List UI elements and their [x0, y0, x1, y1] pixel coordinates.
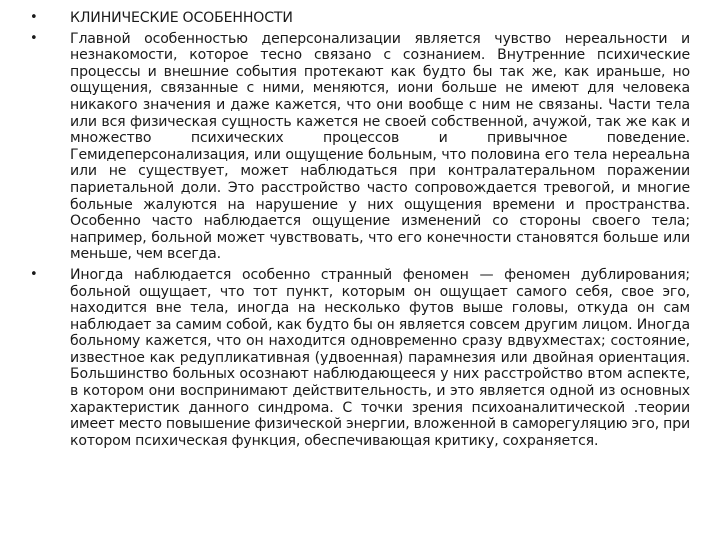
bullet-paragraph-depersonalization — [30, 31, 690, 263]
bullet-marker: • — [30, 10, 38, 25]
heading-text: КЛИНИЧЕСКИЕ ОСОБЕННОСТИ — [70, 10, 293, 26]
bullet-marker: • — [30, 30, 38, 46]
bullet-heading — [30, 10, 690, 27]
paragraph-text: Главной особенностью деперсонализации является чувство нереальности и незнакомости, которое тесно связано с сознанием. Внутренние психические процессы и внешние события протекают как будто бы так же, как ираньше, но ощущения, связанные с ними, меняются, иони больше не имеют для человека никакого значения и даже кажется, что они вообще с ним не связаны. Части тела или вся физическая сущность кажется не своей собственной, ачужой, так же как и множество психических процессов и привычное поведение. Гемидеперсонализация, или ощущение больным, что половина его тела нереальна или не существует, может наблюдаться при контралатеральном поражении париетальной доли. Это расстройство часто сопровождается тревогой, и многие больные жалуются на нарушение у них ощущения времени и пространства. Особенно часто наблюдается ощущение изменений со стороны своего тела; например, больной может чувствовать, что его конечности становятся больше или меньше, чем всегда. — [70, 30, 690, 263]
bullet-paragraph-duplication — [30, 267, 690, 450]
bullet-marker: • — [30, 266, 38, 282]
bullet-list — [30, 10, 690, 449]
paragraph-text: Иногда наблюдается особенно странный феномен — феномен дублирования; больной ощущает, что тот пункт, которым он ощущает самого себя, свое эго, находится вне тела, иногда на несколько футов выше головы, откуда он сам наблюдает за самим собой, как будто бы он является совсем другим лицом. Иногда больному кажется, что он находится одновременно сразу вдвухместах; состояние, известное как редупликативная (удвоенная) парамнезия или двойная ориентация. Большинство больных осознают наблюдающееся у них расстройство втом аспекте, в котором они воспринимают действительность, и это является одной из основных характеристик данного синдрома. С точки зрения психоаналитической .теории имеет место повышение физической энергии, вложенной в саморегуляцию эго, при котором психическая функция, обеспечивающая критику, сохраняется. — [70, 266, 690, 449]
